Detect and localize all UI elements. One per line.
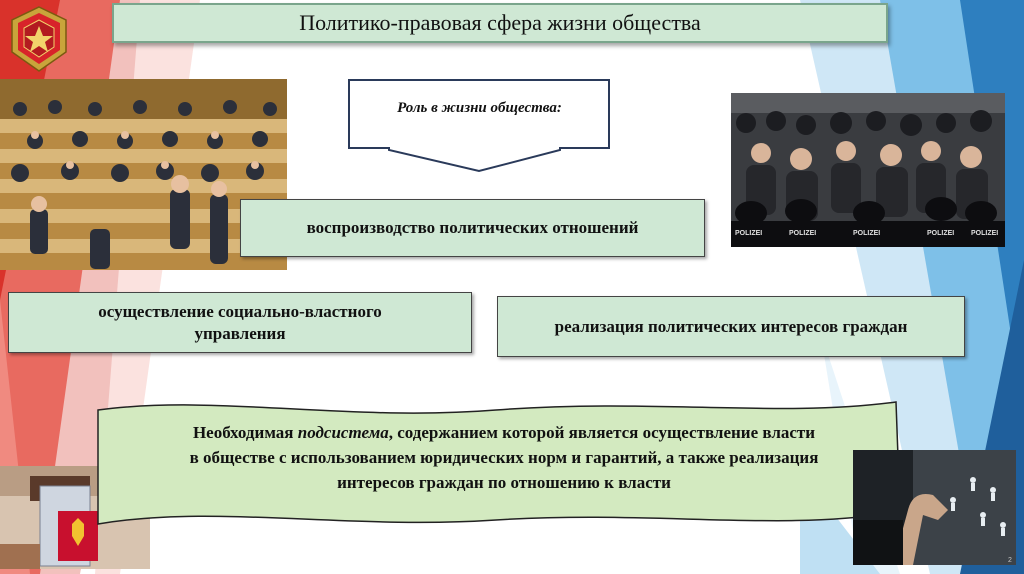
slide-title (112, 3, 888, 43)
police-label: POLIZEI (971, 230, 999, 237)
interests-box (497, 296, 965, 357)
role-callout-shape (347, 78, 612, 173)
protest-photo (731, 93, 1005, 247)
emblem-icon (8, 6, 70, 72)
role-label: Роль в жизни общества: (397, 100, 562, 116)
police-label: POLIZEI (789, 230, 817, 237)
touchscreen-photo (853, 450, 1016, 565)
note-italic: подсистема (297, 423, 389, 442)
interests-text: реализация политических интересов граждан (554, 316, 908, 336)
governance-text-line1: осуществление социально-властного (98, 301, 382, 321)
slide-title-text: Политико-правовая сфера жизни общества (299, 10, 701, 35)
slide-number: 2 (1008, 557, 1012, 564)
note-line3: интересов граждан по отношению к власти (337, 473, 671, 492)
note-text (112, 420, 896, 495)
police-label: POLIZEI (735, 230, 763, 237)
governance-text-line2: управления (194, 323, 286, 343)
note-line1: Необходимая подсистема, содержанием которой является осуществление власти (192, 423, 816, 442)
governance-box (8, 292, 472, 353)
police-label: POLIZEI (927, 230, 955, 237)
reproduction-box (240, 199, 705, 257)
police-label: POLIZEI (853, 230, 881, 237)
note-line2: в обществе с использованием юридических норм и гарантий, а также реализация (189, 448, 819, 467)
reproduction-text: воспроизводство политических отношений (306, 218, 639, 237)
